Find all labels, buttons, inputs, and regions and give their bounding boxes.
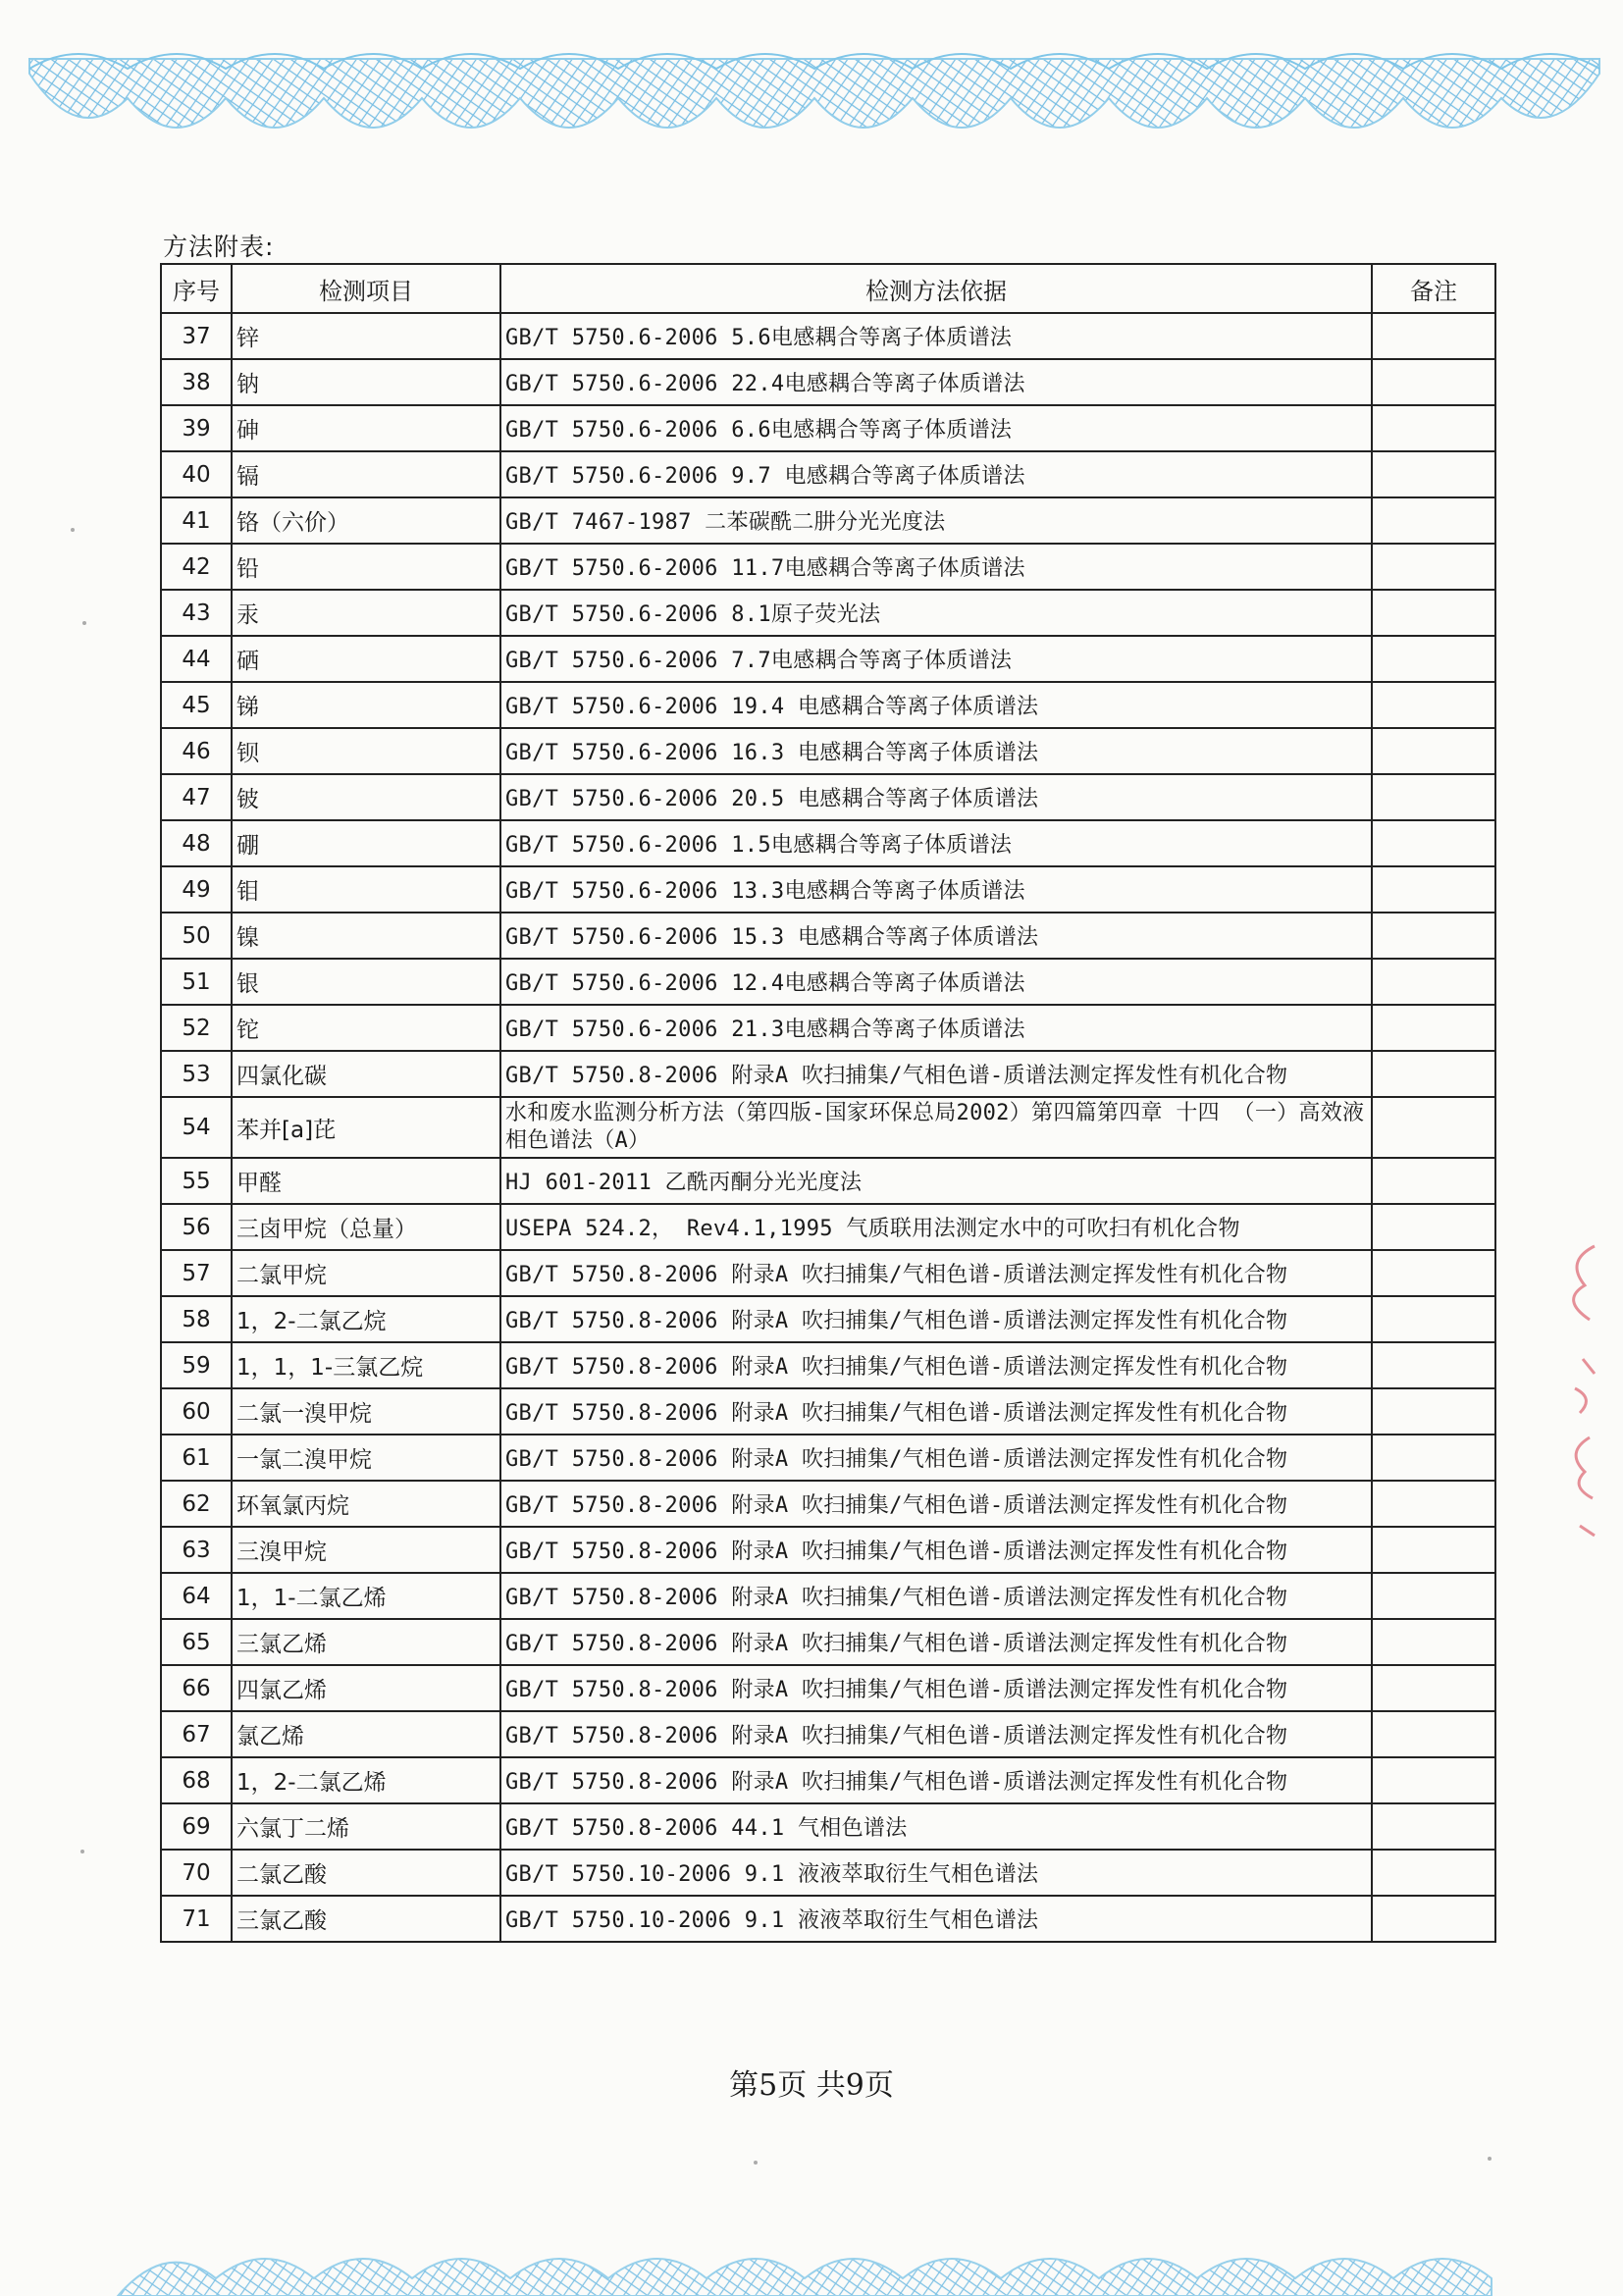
cell-basis: HJ 601-2011 乙酰丙酮分光光度法 bbox=[500, 1158, 1372, 1204]
scan-speck bbox=[1488, 2157, 1492, 2161]
table-row bbox=[161, 913, 1495, 959]
cell-remark bbox=[1372, 544, 1495, 590]
cell-basis: GB/T 5750.8-2006 附录A 吹扫捕集/气相色谱-质谱法测定挥发性有机化合物 bbox=[500, 1296, 1372, 1342]
table-row bbox=[161, 590, 1495, 636]
cell-item: 铊 bbox=[232, 1005, 500, 1051]
table-header-row bbox=[161, 264, 1495, 313]
cell-remark bbox=[1372, 774, 1495, 820]
table-row bbox=[161, 682, 1495, 728]
cell-item: 四氯化碳 bbox=[232, 1051, 500, 1097]
header-no: 序号 bbox=[161, 264, 232, 313]
cell-item: 钡 bbox=[232, 728, 500, 774]
cell-basis: GB/T 5750.8-2006 附录A 吹扫捕集/气相色谱-质谱法测定挥发性有机化合物 bbox=[500, 1481, 1372, 1527]
cell-item: 铅 bbox=[232, 544, 500, 590]
cell-remark bbox=[1372, 1005, 1495, 1051]
cell-basis: GB/T 5750.8-2006 附录A 吹扫捕集/气相色谱-质谱法测定挥发性有机化合物 bbox=[500, 1711, 1372, 1757]
cell-remark bbox=[1372, 866, 1495, 913]
cell-remark bbox=[1372, 682, 1495, 728]
cell-no: 50 bbox=[161, 913, 232, 959]
cell-remark bbox=[1372, 1481, 1495, 1527]
table-row bbox=[161, 728, 1495, 774]
cell-item: 镍 bbox=[232, 913, 500, 959]
cell-no: 41 bbox=[161, 497, 232, 544]
cell-item: 环氧氯丙烷 bbox=[232, 1481, 500, 1527]
table-row bbox=[161, 1158, 1495, 1204]
cell-no: 47 bbox=[161, 774, 232, 820]
cell-basis: GB/T 5750.6-2006 1.5电感耦合等离子体质谱法 bbox=[500, 820, 1372, 866]
cell-no: 43 bbox=[161, 590, 232, 636]
cell-remark bbox=[1372, 1757, 1495, 1803]
cell-basis: GB/T 5750.8-2006 附录A 吹扫捕集/气相色谱-质谱法测定挥发性有机化合物 bbox=[500, 1619, 1372, 1665]
table-row bbox=[161, 313, 1495, 359]
cell-item: 锑 bbox=[232, 682, 500, 728]
cell-remark bbox=[1372, 1527, 1495, 1573]
cell-remark bbox=[1372, 1573, 1495, 1619]
cell-no: 40 bbox=[161, 451, 232, 497]
cell-basis: GB/T 5750.8-2006 附录A 吹扫捕集/气相色谱-质谱法测定挥发性有机化合物 bbox=[500, 1757, 1372, 1803]
cell-basis: GB/T 5750.8-2006 附录A 吹扫捕集/气相色谱-质谱法测定挥发性有机化合物 bbox=[500, 1342, 1372, 1388]
cell-no: 45 bbox=[161, 682, 232, 728]
cell-remark bbox=[1372, 451, 1495, 497]
cell-remark bbox=[1372, 1665, 1495, 1711]
table-row bbox=[161, 1850, 1495, 1896]
cell-remark bbox=[1372, 497, 1495, 544]
cell-remark bbox=[1372, 636, 1495, 682]
cell-basis: GB/T 5750.6-2006 9.7 电感耦合等离子体质谱法 bbox=[500, 451, 1372, 497]
security-border-bottom bbox=[0, 2219, 1623, 2296]
cell-basis: GB/T 5750.6-2006 15.3 电感耦合等离子体质谱法 bbox=[500, 913, 1372, 959]
cell-basis: GB/T 5750.10-2006 9.1 液液萃取衍生气相色谱法 bbox=[500, 1896, 1372, 1942]
cell-no: 58 bbox=[161, 1296, 232, 1342]
table-row bbox=[161, 866, 1495, 913]
cell-item: 三溴甲烷 bbox=[232, 1527, 500, 1573]
cell-basis: GB/T 5750.6-2006 20.5 电感耦合等离子体质谱法 bbox=[500, 774, 1372, 820]
cell-no: 57 bbox=[161, 1250, 232, 1296]
cell-item: 银 bbox=[232, 959, 500, 1005]
table-row bbox=[161, 1573, 1495, 1619]
cell-basis: GB/T 5750.8-2006 附录A 吹扫捕集/气相色谱-质谱法测定挥发性有机化合物 bbox=[500, 1527, 1372, 1573]
cell-no: 56 bbox=[161, 1204, 232, 1250]
cell-no: 44 bbox=[161, 636, 232, 682]
table-row bbox=[161, 1619, 1495, 1665]
table-row bbox=[161, 1250, 1495, 1296]
cell-remark bbox=[1372, 405, 1495, 451]
cell-item: 砷 bbox=[232, 405, 500, 451]
table-row bbox=[161, 359, 1495, 405]
scan-speck bbox=[71, 528, 75, 532]
cell-item: 二氯甲烷 bbox=[232, 1250, 500, 1296]
cell-item: 汞 bbox=[232, 590, 500, 636]
cell-remark bbox=[1372, 359, 1495, 405]
cell-item: 1，2-二氯乙烷 bbox=[232, 1296, 500, 1342]
red-seal-fragment bbox=[1555, 1241, 1604, 1545]
cell-item: 钠 bbox=[232, 359, 500, 405]
cell-no: 39 bbox=[161, 405, 232, 451]
table-row bbox=[161, 1896, 1495, 1942]
cell-remark bbox=[1372, 1850, 1495, 1896]
cell-no: 62 bbox=[161, 1481, 232, 1527]
cell-item: 六氯丁二烯 bbox=[232, 1803, 500, 1850]
table-row bbox=[161, 1342, 1495, 1388]
table-row bbox=[161, 1481, 1495, 1527]
cell-remark bbox=[1372, 590, 1495, 636]
cell-no: 65 bbox=[161, 1619, 232, 1665]
table-row bbox=[161, 1296, 1495, 1342]
page-footer: 第5页 共9页 bbox=[729, 2068, 894, 2103]
cell-basis: GB/T 5750.6-2006 8.1原子荧光法 bbox=[500, 590, 1372, 636]
cell-basis: GB/T 5750.6-2006 13.3电感耦合等离子体质谱法 bbox=[500, 866, 1372, 913]
cell-remark bbox=[1372, 1803, 1495, 1850]
cell-item: 铬（六价） bbox=[232, 497, 500, 544]
table-row bbox=[161, 1097, 1495, 1158]
table-row bbox=[161, 405, 1495, 451]
cell-remark bbox=[1372, 1896, 1495, 1942]
table-row bbox=[161, 1803, 1495, 1850]
cell-no: 68 bbox=[161, 1757, 232, 1803]
table-row bbox=[161, 497, 1495, 544]
cell-item: 1，1-二氯乙烯 bbox=[232, 1573, 500, 1619]
cell-item: 三卤甲烷（总量） bbox=[232, 1204, 500, 1250]
table-row bbox=[161, 1204, 1495, 1250]
cell-no: 60 bbox=[161, 1388, 232, 1435]
cell-no: 54 bbox=[161, 1097, 232, 1158]
cell-basis: GB/T 5750.6-2006 19.4 电感耦合等离子体质谱法 bbox=[500, 682, 1372, 728]
header-remark: 备注 bbox=[1372, 264, 1495, 313]
header-item: 检测项目 bbox=[232, 264, 500, 313]
cell-item: 苯并[a]芘 bbox=[232, 1097, 500, 1158]
scan-speck bbox=[754, 2161, 758, 2165]
security-border-top bbox=[0, 29, 1623, 177]
table-row bbox=[161, 774, 1495, 820]
header-basis: 检测方法依据 bbox=[500, 264, 1372, 313]
cell-item: 二氯乙酸 bbox=[232, 1850, 500, 1896]
cell-no: 55 bbox=[161, 1158, 232, 1204]
cell-no: 59 bbox=[161, 1342, 232, 1388]
table-row bbox=[161, 1435, 1495, 1481]
cell-item: 锌 bbox=[232, 313, 500, 359]
cell-item: 三氯乙酸 bbox=[232, 1896, 500, 1942]
cell-no: 48 bbox=[161, 820, 232, 866]
cell-remark bbox=[1372, 313, 1495, 359]
cell-basis: GB/T 5750.6-2006 21.3电感耦合等离子体质谱法 bbox=[500, 1005, 1372, 1051]
cell-remark bbox=[1372, 1388, 1495, 1435]
cell-item: 硼 bbox=[232, 820, 500, 866]
cell-item: 1，1，1-三氯乙烷 bbox=[232, 1342, 500, 1388]
cell-remark bbox=[1372, 1051, 1495, 1097]
cell-item: 二氯一溴甲烷 bbox=[232, 1388, 500, 1435]
cell-basis: GB/T 5750.8-2006 附录A 吹扫捕集/气相色谱-质谱法测定挥发性有机化合物 bbox=[500, 1435, 1372, 1481]
table-row bbox=[161, 544, 1495, 590]
cell-basis: GB/T 5750.6-2006 7.7电感耦合等离子体质谱法 bbox=[500, 636, 1372, 682]
cell-remark bbox=[1372, 1296, 1495, 1342]
table-row bbox=[161, 1005, 1495, 1051]
cell-no: 38 bbox=[161, 359, 232, 405]
cell-no: 61 bbox=[161, 1435, 232, 1481]
cell-no: 53 bbox=[161, 1051, 232, 1097]
cell-item: 一氯二溴甲烷 bbox=[232, 1435, 500, 1481]
cell-remark bbox=[1372, 1158, 1495, 1204]
scan-speck bbox=[80, 1850, 84, 1853]
cell-basis: GB/T 5750.8-2006 附录A 吹扫捕集/气相色谱-质谱法测定挥发性有机化合物 bbox=[500, 1250, 1372, 1296]
cell-basis: GB/T 5750.6-2006 6.6电感耦合等离子体质谱法 bbox=[500, 405, 1372, 451]
table-row bbox=[161, 1388, 1495, 1435]
cell-no: 69 bbox=[161, 1803, 232, 1850]
cell-basis: USEPA 524.2， Rev4.1,1995 气质联用法测定水中的可吹扫有机化合物 bbox=[500, 1204, 1372, 1250]
cell-basis: GB/T 5750.8-2006 附录A 吹扫捕集/气相色谱-质谱法测定挥发性有机化合物 bbox=[500, 1573, 1372, 1619]
cell-remark bbox=[1372, 1204, 1495, 1250]
table-row bbox=[161, 959, 1495, 1005]
cell-basis: GB/T 5750.8-2006 附录A 吹扫捕集/气相色谱-质谱法测定挥发性有机化合物 bbox=[500, 1388, 1372, 1435]
cell-item: 1，2-二氯乙烯 bbox=[232, 1757, 500, 1803]
cell-no: 66 bbox=[161, 1665, 232, 1711]
cell-no: 71 bbox=[161, 1896, 232, 1942]
cell-item: 四氯乙烯 bbox=[232, 1665, 500, 1711]
cell-no: 52 bbox=[161, 1005, 232, 1051]
cell-remark bbox=[1372, 913, 1495, 959]
cell-remark bbox=[1372, 1711, 1495, 1757]
cell-basis: GB/T 7467-1987 二苯碳酰二肼分光光度法 bbox=[500, 497, 1372, 544]
cell-no: 64 bbox=[161, 1573, 232, 1619]
cell-no: 63 bbox=[161, 1527, 232, 1573]
cell-no: 51 bbox=[161, 959, 232, 1005]
table-row bbox=[161, 1757, 1495, 1803]
table-row bbox=[161, 1711, 1495, 1757]
cell-item: 甲醛 bbox=[232, 1158, 500, 1204]
cell-remark bbox=[1372, 728, 1495, 774]
cell-no: 70 bbox=[161, 1850, 232, 1896]
cell-remark bbox=[1372, 820, 1495, 866]
table-caption: 方法附表: bbox=[163, 233, 275, 261]
cell-item: 镉 bbox=[232, 451, 500, 497]
methods-table bbox=[160, 263, 1496, 1943]
cell-basis: GB/T 5750.10-2006 9.1 液液萃取衍生气相色谱法 bbox=[500, 1850, 1372, 1896]
cell-basis: GB/T 5750.8-2006 附录A 吹扫捕集/气相色谱-质谱法测定挥发性有机化合物 bbox=[500, 1051, 1372, 1097]
cell-no: 37 bbox=[161, 313, 232, 359]
cell-remark bbox=[1372, 959, 1495, 1005]
cell-no: 42 bbox=[161, 544, 232, 590]
cell-item: 氯乙烯 bbox=[232, 1711, 500, 1757]
cell-item: 三氯乙烯 bbox=[232, 1619, 500, 1665]
cell-basis: GB/T 5750.6-2006 12.4电感耦合等离子体质谱法 bbox=[500, 959, 1372, 1005]
table-row bbox=[161, 1051, 1495, 1097]
table-row bbox=[161, 820, 1495, 866]
cell-basis: GB/T 5750.8-2006 44.1 气相色谱法 bbox=[500, 1803, 1372, 1850]
cell-no: 49 bbox=[161, 866, 232, 913]
cell-item: 硒 bbox=[232, 636, 500, 682]
cell-basis: GB/T 5750.6-2006 22.4电感耦合等离子体质谱法 bbox=[500, 359, 1372, 405]
scan-speck bbox=[82, 621, 86, 625]
cell-remark bbox=[1372, 1619, 1495, 1665]
cell-basis: 水和废水监测分析方法（第四版-国家环保总局2002）第四篇第四章 十四 （一）高效液相色谱法（A） bbox=[500, 1097, 1372, 1158]
cell-item: 铍 bbox=[232, 774, 500, 820]
table-row bbox=[161, 451, 1495, 497]
cell-remark bbox=[1372, 1097, 1495, 1158]
cell-remark bbox=[1372, 1250, 1495, 1296]
cell-no: 67 bbox=[161, 1711, 232, 1757]
cell-remark bbox=[1372, 1435, 1495, 1481]
table-row bbox=[161, 1665, 1495, 1711]
cell-basis: GB/T 5750.6-2006 16.3 电感耦合等离子体质谱法 bbox=[500, 728, 1372, 774]
cell-remark bbox=[1372, 1342, 1495, 1388]
cell-item: 钼 bbox=[232, 866, 500, 913]
table-row bbox=[161, 636, 1495, 682]
cell-no: 46 bbox=[161, 728, 232, 774]
cell-basis: GB/T 5750.6-2006 11.7电感耦合等离子体质谱法 bbox=[500, 544, 1372, 590]
cell-basis: GB/T 5750.8-2006 附录A 吹扫捕集/气相色谱-质谱法测定挥发性有机化合物 bbox=[500, 1665, 1372, 1711]
table-row bbox=[161, 1527, 1495, 1573]
cell-basis: GB/T 5750.6-2006 5.6电感耦合等离子体质谱法 bbox=[500, 313, 1372, 359]
